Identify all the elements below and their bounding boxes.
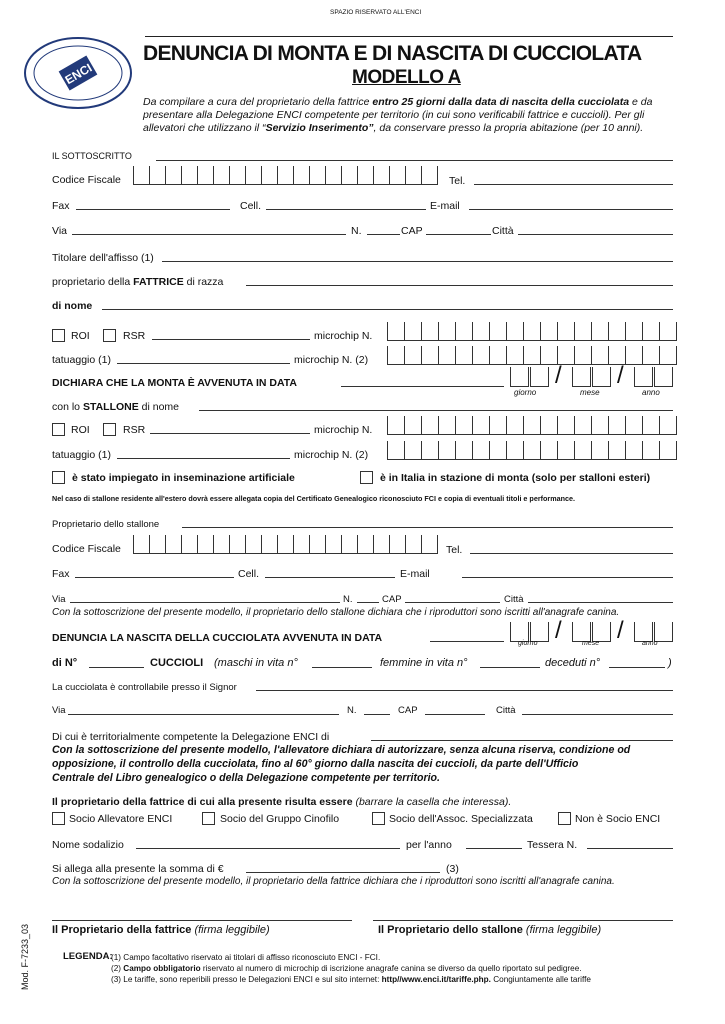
legend-3: (3) Le tariffe, sono reperibili presso le Delegazioni ENCI e sul sito internet: http//www.enci.it/tariffe.php. Congiuntamente alle tariffe [111,975,591,984]
nome-sodalizio-field[interactable] [136,848,400,849]
stud-email-label: E-mail [400,568,430,580]
codice-fiscale-label: Codice Fiscale [52,174,121,186]
inseminazione-label: è stato impiegato in inseminazione artificiale [72,472,295,484]
legend-2: (2) Campo obbligatorio riservato al numero di microchip di iscrizione anagrafe canina se diverso da quello riportato sul pedigree. [111,964,582,973]
giorno-label: giorno [514,388,537,397]
roi-label: ROI [71,330,90,342]
mese-label: mese [580,388,600,397]
title-rule [145,36,673,37]
roi-checkbox[interactable] [52,329,65,342]
citta-field[interactable] [518,234,673,235]
date-slash: / [617,362,624,389]
deceduti-field[interactable] [609,667,665,668]
cell-label: Cell. [240,200,262,212]
stud-citta-field[interactable] [528,602,673,603]
monta-giorno-box[interactable] [510,367,550,387]
date-slash: / [555,617,562,644]
nascita-mese-label: mese [582,640,600,647]
femmine-field[interactable] [480,667,540,668]
cuccioli-label: CUCCIOLI [150,657,204,669]
page-title: DENUNCIA DI MONTA E DI NASCITA DI CUCCIOLATA [143,42,642,65]
intro-line-2: presentare alla Delegazione ENCI competente per territorio (in cui sono verificabili fattrice e cuccioli). Per gli [143,109,645,121]
monta-anno-box[interactable] [634,367,674,387]
controllabile-field[interactable] [256,690,673,691]
via-field[interactable] [72,234,346,235]
femmine-label: femmine in vita n° [380,657,468,669]
cell-field[interactable] [266,209,426,210]
stud-citta-label: Città [504,594,524,605]
stud-via-label: Via [52,594,66,605]
nome-sodalizio-label: Nome sodalizio [52,839,124,851]
titolare-label: Titolare dell'affisso (1) [52,252,154,264]
codice-fiscale-cells[interactable] [133,166,438,185]
sottoscritto-label: IL SOTTOSCRITTO [52,151,132,161]
page-subtitle: MODELLO A [352,67,461,88]
razza-field[interactable] [246,285,673,286]
rsr-label: RSR [123,330,146,342]
nascita-anno-box[interactable] [634,622,674,642]
stud-email-field[interactable] [462,577,673,578]
rsr-field[interactable] [152,339,310,340]
proprietario-stallone-label: Proprietario dello stallone [52,519,160,530]
date-slash: / [555,362,562,389]
stud-cell-label: Cell. [238,568,260,580]
authorization-line-3: Centrale del Libro genealogico o della Delegazione competente per territorio. [52,772,440,784]
membership-heading: Il proprietario della fattrice di cui alla presente risulta essere (barrare la casella che interessa). [52,796,512,808]
stallone-microchip-cells[interactable] [387,416,677,435]
signature-fattrice-line[interactable] [52,920,352,921]
stud-cell-field[interactable] [265,577,395,578]
per-anno-label: per l'anno [406,839,452,851]
nascita-mese-box[interactable] [572,622,612,642]
per-anno-field[interactable] [466,848,522,849]
monta-date-field[interactable] [341,386,504,387]
sottoscritto-field[interactable] [156,160,673,161]
socio-assoc-label: Socio dell'Assoc. Specializzata [389,813,533,825]
citta-label: Città [492,225,514,237]
via-label: Via [52,225,67,237]
monta-declaration: DICHIARA CHE LA MONTA È AVVENUTA IN DATA [52,377,297,389]
microchip-label: microchip N. [314,330,373,342]
authorization-line-1: Con la sottoscrizione del presente modello, l'allevatore dichiara di autorizzare, senza alcuna riserva, condizione od [52,744,631,756]
allega-footnote: (3) [446,863,459,875]
cap-label: CAP [401,225,423,237]
stud-n-label: N. [343,594,353,605]
birth-cap-label: CAP [398,705,418,716]
non-socio-checkbox[interactable] [558,812,571,825]
nascita-declaration: DENUNCIA LA NASCITA DELLA CUCCIOLATA AVVENUTA IN DATA [52,632,383,644]
controllabile-label: La cucciolata è controllabile presso il Signor [52,682,237,693]
tessera-field[interactable] [587,848,673,849]
microchip-cells[interactable] [387,322,677,341]
signature-stallone-line[interactable] [373,920,673,921]
nascita-date-field[interactable] [430,641,504,642]
proprietario-fattrice-label: proprietario della FATTRICE di razza [52,276,224,288]
stallone-microchip-label: microchip N. [314,424,373,436]
nascita-anno-label: anno [642,640,658,647]
n-label: N. [351,225,362,237]
stud-cap-field[interactable] [405,602,500,603]
email-label: E-mail [430,200,460,212]
stud-sottoscrizione-note: Con la sottoscrizione del presente modello, il proprietario dello stallone dichiara che i riproduttori sono iscritti all'anagrafe canina. [52,607,620,618]
delegazione-label: Di cui è territorialmente competente la Delegazione ENCI di [52,731,330,743]
email-field[interactable] [469,209,673,210]
tel-label: Tel. [449,175,466,187]
stallone-microchip2-label: microchip N. (2) [294,449,369,461]
non-socio-label: Non è Socio ENCI [575,813,661,825]
maschi-field[interactable] [312,667,372,668]
deceduti-label: deceduti n° [545,657,601,669]
birth-via-field[interactable] [68,714,339,715]
delegazione-field[interactable] [371,740,673,741]
tatuaggio-label: tatuaggio (1) [52,354,111,366]
allega-field[interactable] [246,872,440,873]
birth-n-label: N. [347,705,357,716]
enci-logo [22,35,134,111]
fax-field[interactable] [76,209,230,210]
cuccioli-n-field[interactable] [89,667,144,668]
titolare-field[interactable] [162,261,673,262]
proprietario-stallone-field[interactable] [182,527,673,528]
intro-line-1: Da compilare a cura del proprietario della fattrice entro 25 giorni dalla data di nascita della cucciolata e da [143,96,653,108]
birth-n-field[interactable] [364,714,390,715]
socio-assoc-checkbox[interactable] [372,812,385,825]
n-field[interactable] [367,234,400,235]
stallone-rsr-label: RSR [123,424,146,436]
stud-tel-label: Tel. [446,544,463,556]
fattrice-sottoscrizione-note: Con la sottoscrizione del presente modello, il proprietario della fattrice dichiara che i riproduttori sono iscritti all'anagrafe canina. [52,876,615,887]
inseminazione-checkbox[interactable] [52,471,65,484]
stallone-microchip2-cells[interactable] [387,441,677,460]
stallone-rsr-checkbox[interactable] [103,423,116,436]
legend-1: (1) Campo facoltativo riservato ai titolari di affisso riconosciuto ENCI - FCI. [111,953,381,962]
maschi-label: (maschi in vita n° [214,657,298,669]
rsr-checkbox[interactable] [103,329,116,342]
socio-allevatore-checkbox[interactable] [52,812,65,825]
stud-fax-field[interactable] [75,577,234,578]
date-slash: / [617,617,624,644]
microchip2-label: microchip N. (2) [294,354,369,366]
close-paren: ) [668,657,672,669]
stud-n-field[interactable] [357,602,379,603]
allega-label: Si allega alla presente la somma di € [52,863,224,875]
socio-allevatore-label: Socio Allevatore ENCI [69,813,173,825]
signature-fattrice-label: Il Proprietario della fattrice (firma leggibile) [52,924,270,936]
birth-citta-field[interactable] [522,714,673,715]
stazione-label: è in Italia in stazione di monta (solo per stalloni esteri) [380,472,651,484]
di-n-label: di N° [52,657,78,669]
cap-field[interactable] [426,234,491,235]
nascita-giorno-box[interactable] [510,622,550,642]
birth-via-label: Via [52,705,66,716]
stud-codice-fiscale-cells[interactable] [133,535,438,554]
stud-tel-field[interactable] [470,553,673,554]
fax-label: Fax [52,200,70,212]
signature-stallone-label: Il Proprietario dello stallone (firma leggibile) [378,924,602,936]
anno-label: anno [642,388,660,397]
stallone-roi-label: ROI [71,424,90,436]
stallone-rsr-field[interactable] [150,433,310,434]
tatuaggio-field[interactable] [117,363,290,364]
legend-title: LEGENDA: [63,951,113,962]
intro-line-3: allevatori che utilizzano il “Servizio Inserimento”, da conservare presso la propria abitazione (per 10 anni). [143,122,644,134]
stud-fax-label: Fax [52,568,70,580]
stallone-estero-note: Nel caso di stallone residente all'estero dovrà essere allegata copia del Certificato Genealogico riconosciuto FCI e copia di eventuali titoli e performance. [52,494,575,503]
reserved-space-label: SPAZIO RISERVATO ALL'ENCI [330,9,422,16]
stallone-roi-checkbox[interactable] [52,423,65,436]
stallone-nome-field[interactable] [199,410,673,411]
stallone-tatuaggio-field[interactable] [117,458,290,459]
form-code: Mod. F-7233_03 [20,923,30,990]
stud-via-field[interactable] [70,602,340,603]
logo-text: ENCI [62,60,95,88]
di-nome-label: di nome [52,300,93,312]
stud-codice-fiscale-label: Codice Fiscale [52,543,121,555]
microchip2-cells[interactable] [387,346,677,365]
stazione-checkbox[interactable] [360,471,373,484]
tel-field[interactable] [474,184,673,185]
nascita-giorno-label: giorno [518,640,538,647]
monta-mese-box[interactable] [572,367,612,387]
birth-citta-label: Città [496,705,516,716]
di-nome-field[interactable] [102,309,673,310]
tessera-label: Tessera N. [527,839,578,851]
stud-cap-label: CAP [382,594,402,605]
birth-cap-field[interactable] [425,714,485,715]
socio-gruppo-label: Socio del Gruppo Cinofilo [220,813,340,825]
authorization-line-2: opposizione, il controllo della cucciolata, fino al 60° giorno dalla nascita dei cuccioli, da parte dell'Ufficio [52,758,579,770]
socio-gruppo-checkbox[interactable] [202,812,215,825]
stallone-tatuaggio-label: tatuaggio (1) [52,449,111,461]
stallone-label: con lo STALLONE di nome [52,401,180,413]
